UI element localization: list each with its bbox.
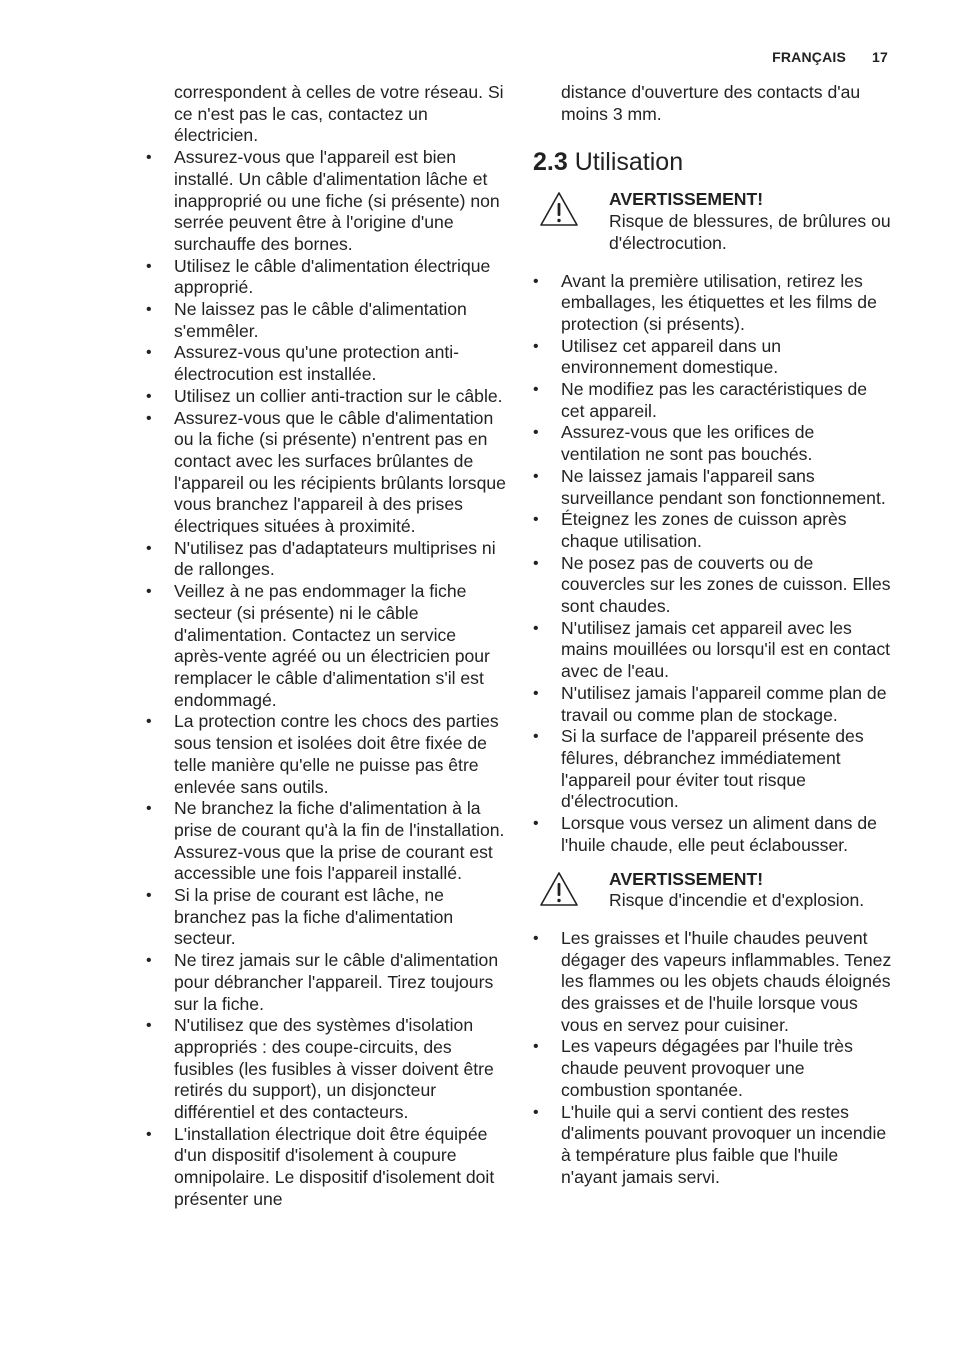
warning-block [533,869,893,912]
page-header [772,49,888,65]
list-item: • Avant la première utilisation, retirez les emballages, les étiquettes et les films de protection (si présents). [533,271,893,336]
language-label: FRANÇAIS [772,49,847,65]
list-item: • La protection contre les chocs des parties sous tension et isolées doit être fixée de telle manière qu'elle ne puisse pas être enlevée sans outils. [146,711,508,798]
section-title: Utilisation [574,148,684,177]
list-item: • Assurez-vous que le câble d'alimentation ou la fiche (si présente) n'entrent pas en contact avec les surfaces brûlantes de l'appareil ou les récipients brûlants lorsque vous branchez l'appareil à des prises électriques situées à proximité. [146,408,508,538]
warning-title: AVERTISSEMENT! [609,189,764,210]
warning-text: Risque d'incendie et d'explosion. [609,890,865,911]
warning-triangle-icon [539,191,579,227]
list-item: • Ne branchez la fiche d'alimentation à la prise de courant qu'à la fin de l'installation. Assurez-vous que la prise de courant est accessible une fois l'appareil installé. [146,798,508,885]
left-column [146,82,508,1211]
list-item: • L'installation électrique doit être équipée d'un dispositif d'isolement à coupure omnipolaire. Le dispositif d'isolement doit présenter une [146,1124,508,1211]
list-item: • Ne modifiez pas les caractéristiques de cet appareil. [533,379,893,422]
list-item: • Lorsque vous versez un aliment dans de l'huile chaude, elle peut éclabousser. [533,813,893,856]
list-item: • Si la surface de l'appareil présente des fêlures, débranchez immédiatement l'appareil pour éviter tout risque d'électrocution. [533,726,893,813]
warning-triangle-icon [539,871,579,907]
bullet-list [533,271,893,857]
list-item: • Assurez-vous qu'une protection anti-électrocution est installée. [146,342,508,385]
list-item: • N'utilisez jamais cet appareil avec les mains mouillées ou lorsqu'il est en contact avec de l'eau. [533,618,893,683]
warning-text: Risque de blessures, de brûlures ou d'électrocution. [609,211,891,253]
bullet-list [533,928,893,1188]
list-item: • Ne tirez jamais sur le câble d'alimentation pour débrancher l'appareil. Tirez toujours sur la fiche. [146,950,508,1015]
list-item: • Ne laissez pas le câble d'alimentation s'emmêler. [146,299,508,342]
list-item: • Veillez à ne pas endommager la fiche secteur (si présente) ni le câble d'alimentation. Contactez un service après-vente agréé ou un électricien pour remplacer le câble d'alimentation s'il est endommagé. [146,581,508,711]
list-item: • Utilisez le câble d'alimentation électrique approprié. [146,256,508,299]
continuation-text: distance d'ouverture des contacts d'au moins 3 mm. [561,82,861,124]
list-item: • Les vapeurs dégagées par l'huile très chaude peuvent provoquer une combustion spontanée. [533,1036,893,1101]
list-item: • Éteignez les zones de cuisson après chaque utilisation. [533,509,893,552]
list-item: • Les graisses et l'huile chaudes peuvent dégager des vapeurs inflammables. Tenez les flammes ou les objets chauds éloignés des graisses et de l'huile lorsque vous vous en servez pour cuisiner. [533,928,893,1037]
right-column [533,82,893,1188]
section-heading [533,147,893,177]
list-item: • L'huile qui a servi contient des restes d'aliments pouvant provoquer un incendie à température plus faible que l'huile n'ayant jamais servi. [533,1102,893,1189]
list-item: • N'utilisez que des systèmes d'isolation appropriés : des coupe-circuits, des fusibles (les fusibles à visser doivent être retirés du support), un disjoncteur différentiel et des contacteurs. [146,1015,508,1124]
warning-content [609,189,893,254]
list-item: • Ne posez pas de couverts ou de couvercles sur les zones de cuisson. Elles sont chaudes. [533,553,893,618]
warning-title: AVERTISSEMENT! [609,868,764,889]
section-number: 2.3 [533,148,568,177]
list-item: • N'utilisez jamais l'appareil comme plan de travail ou comme plan de stockage. [533,683,893,726]
list-item: • Utilisez un collier anti-traction sur le câble. [146,386,508,408]
list-item: • Assurez-vous que l'appareil est bien installé. Un câble d'alimentation lâche et inapproprié ou une fiche (si présente) non serrée peuvent être à l'origine d'une surchauffe des bornes. [146,147,508,256]
continuation-text: correspondent à celles de votre réseau. Si ce n'est pas le cas, contactez un électricien. [174,82,504,146]
list-item: • N'utilisez pas d'adaptateurs multiprises ni de rallonges. [146,538,508,581]
list-item: • Assurez-vous que les orifices de ventilation ne sont pas bouchés. [533,422,893,465]
list-item: • Utilisez cet appareil dans un environnement domestique. [533,336,893,379]
warning-block [533,189,893,254]
page-number: 17 [872,49,888,65]
list-item: • Ne laissez jamais l'appareil sans surveillance pendant son fonctionnement. [533,466,893,509]
warning-content [609,869,864,912]
list-item: • Si la prise de courant est lâche, ne branchez pas la fiche d'alimentation secteur. [146,885,508,950]
bullet-list [146,147,508,1210]
